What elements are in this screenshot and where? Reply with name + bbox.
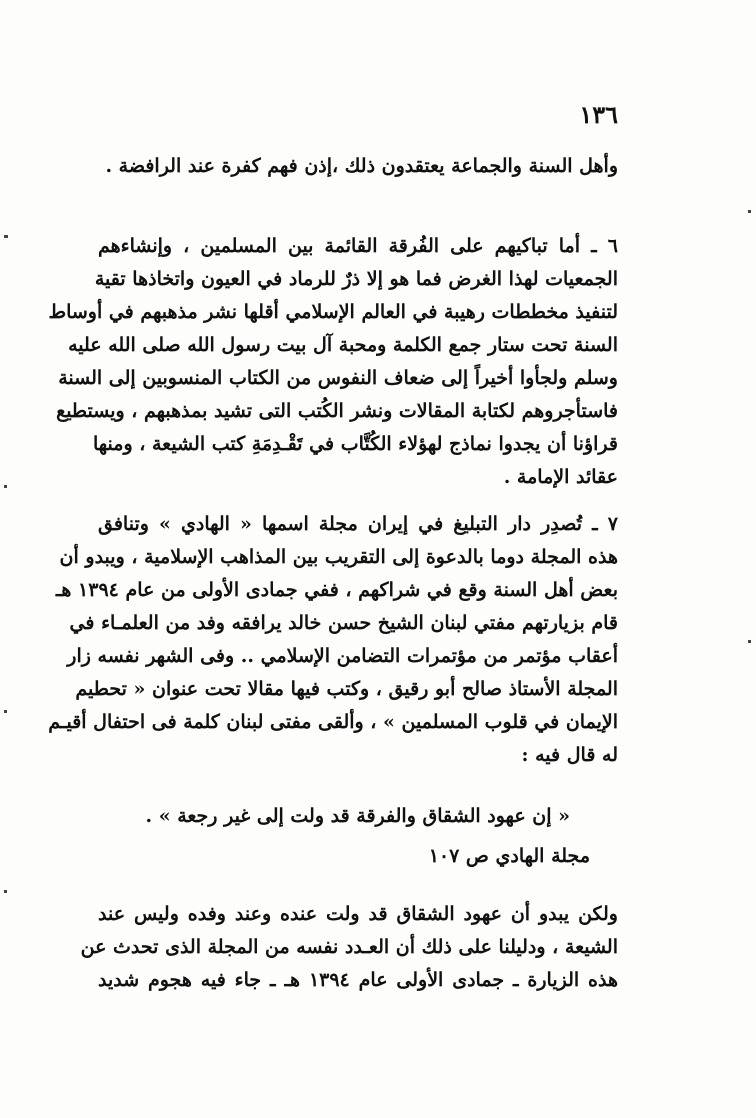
scan-mark — [748, 210, 751, 213]
page-number: ١٣٦ — [579, 100, 618, 129]
paragraph-line: وأهل السنة والجماعة يعتقدون ذلك ،إذن فهم كفرة عند الرافضة . — [105, 155, 618, 177]
paragraph-line: قراؤنا أن يجدوا نماذج لهؤلاء الكُتَّاب في تَقْـدِمَةِ كتب الشيعة ، ومنها — [93, 433, 618, 455]
paragraph-line: أعقاب مؤتمر من مؤتمرات التضامن الإسلامي .. وفى الشهر نفسه زار — [67, 645, 618, 667]
paragraph-line: هذه المجلة دوما بالدعوة إلى التقريب بين المذاهب الإسلامية ، ويبدو أن — [59, 546, 618, 568]
paragraph-line: له قال فيه : — [521, 744, 618, 766]
quotation: « إن عهود الشقاق والفرقة قد ولت إلى غير رجعة » . — [145, 805, 570, 827]
paragraph-line: الشيعة ، ودليلنا على ذلك أن العـدد نفسه من المجلة الذى تحدث عن — [80, 936, 618, 958]
paragraph-line: فاستأجروهم لكتابة المقالات ونشر الكُتب التى تشيد بمذهبهم ، ويستطيع — [56, 400, 618, 422]
paragraph-line: المجلة الأستاذ صالح أبو رقيق ، وكتب فيها مقالا تحت عنوان « تحطيم — [75, 678, 618, 700]
scan-mark — [4, 710, 7, 713]
paragraph-line: الإيمان في قلوب المسلمين » ، وألقى مفتى لبنان كلمة فى احتفال أقيـم — [48, 711, 618, 733]
quotation-source: مجلة الهادي ص ١٠٧ — [428, 845, 590, 867]
scan-mark — [4, 485, 7, 488]
paragraph-line: ٧ ـ تُصدِر دار التبليغ في إيران مجلة اسمها « الهادي » وتنافق — [98, 513, 618, 535]
paragraph-line: بعض أهل السنة وقع في شراكهم ، ففي جمادى الأولى من عام ١٣٩٤ هـ — [55, 579, 618, 601]
paragraph-line: عقائد الإمامة . — [503, 466, 618, 488]
paragraph-line: ٦ ـ أما تباكيهم على الفُرقة القائمة بين المسلمين ، وإنشاءهم — [98, 235, 618, 257]
paragraph-line: لتنفيذ مخططات رهيبة في العالم الإسلامي أقلها نشر مذهبهم في أوساط — [48, 301, 618, 323]
paragraph-line: الجمعيات لهذا الغرض فما هو إلا ذرٌ للرماد في العيون واتخاذها تقية — [94, 268, 618, 290]
paragraph-line: السنة تحت ستار جمع الكلمة ومحبة آل بيت رسول الله صلى الله عليه — [68, 334, 618, 356]
paragraph-line: هذه الزيارة ـ جمادى الأولى عام ١٣٩٤ هـ ـ جاء فيه هجوم شديد — [98, 969, 618, 991]
scan-mark — [4, 890, 7, 893]
paragraph-line: قام بزيارتهم مفتي لبنان الشيخ حسن خالد يرافقه وفد من العلمـاء في — [69, 612, 618, 634]
scan-mark — [4, 235, 8, 238]
paragraph-line: وسلم ولجأوا أخيراً إلى ضعاف النفوس من الكتاب المنسوبين إلى السنة — [58, 367, 618, 389]
paragraph-line: ولكن يبدو أن عهود الشقاق قد ولت عنده وعند وفده وليس عند — [98, 903, 618, 925]
scan-mark — [748, 640, 751, 643]
